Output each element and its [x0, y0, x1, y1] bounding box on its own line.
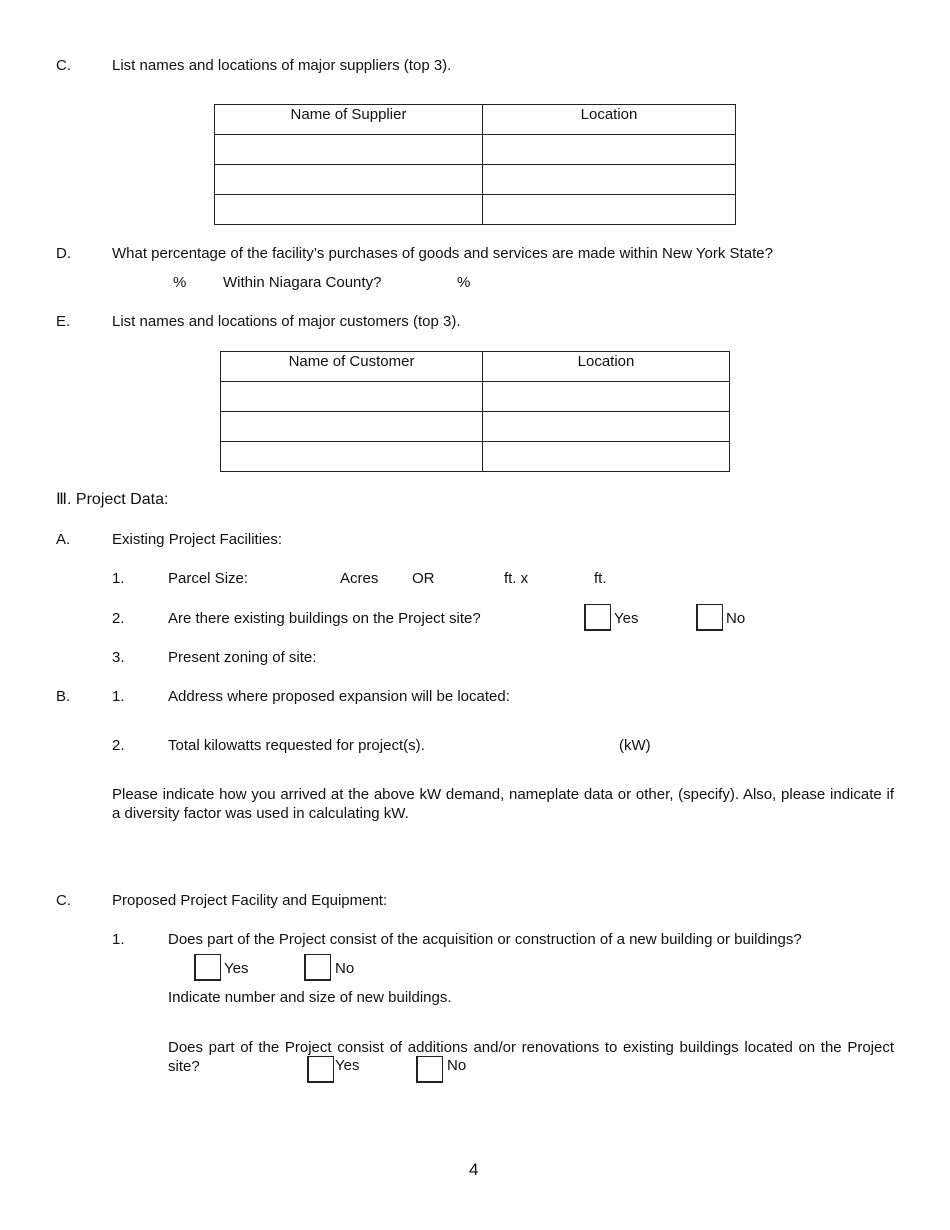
- table-cell[interactable]: [215, 135, 483, 165]
- table-cell[interactable]: [221, 382, 483, 412]
- or-label: OR: [412, 570, 435, 587]
- column-header: Name of Supplier: [215, 105, 483, 135]
- table-cell[interactable]: [483, 382, 730, 412]
- question-label: Does part of the Project consist of the acquisition or construction of a new building or buildings?: [168, 931, 802, 948]
- section-letter: C.: [56, 892, 71, 909]
- acres-label: Acres: [340, 570, 379, 587]
- no-label: No: [447, 1057, 467, 1074]
- kw-unit: (kW): [619, 737, 651, 754]
- kilowatts-label: Total kilowatts requested for project(s).: [168, 737, 425, 754]
- table-cell[interactable]: [483, 135, 736, 165]
- item-number: 1.: [112, 570, 125, 587]
- customers-table: [220, 351, 730, 472]
- section-title: Proposed Project Facility and Equipment:: [112, 892, 388, 909]
- no-checkbox[interactable]: [304, 954, 331, 981]
- table-cell[interactable]: [483, 442, 730, 472]
- table-cell[interactable]: [483, 165, 736, 195]
- parcel-size-label: Parcel Size:: [168, 570, 249, 587]
- section-letter: D.: [56, 245, 71, 262]
- percent-sign: %: [457, 274, 471, 291]
- niagara-label: Within Niagara County?: [223, 274, 382, 291]
- zoning-label: Present zoning of site:: [168, 649, 317, 666]
- table-cell[interactable]: [215, 195, 483, 225]
- column-header: Name of Customer: [221, 352, 483, 382]
- yes-label: Yes: [614, 610, 639, 627]
- column-header: Location: [483, 352, 730, 382]
- yes-checkbox[interactable]: [307, 1056, 334, 1083]
- table-cell[interactable]: [483, 195, 736, 225]
- item-number: 3.: [112, 649, 125, 666]
- section-letter: B.: [56, 688, 71, 705]
- yes-checkbox[interactable]: [194, 954, 221, 981]
- feet-by-label: ft. x: [504, 570, 529, 587]
- section-question: List names and locations of major suppliers (top 3).: [112, 57, 452, 74]
- item-number: 2.: [112, 610, 125, 627]
- section-heading: Ⅲ. Project Data:: [56, 491, 169, 508]
- page-number: 4: [469, 1160, 479, 1179]
- no-label: No: [335, 960, 355, 977]
- address-label: Address where proposed expansion will be located:: [168, 688, 510, 705]
- no-checkbox[interactable]: [416, 1056, 443, 1083]
- yes-label: Yes: [335, 1057, 360, 1074]
- section-title: Existing Project Facilities:: [112, 531, 283, 548]
- section-letter: C.: [56, 57, 71, 74]
- item-number: 1.: [112, 931, 125, 948]
- section-letter: E.: [56, 313, 71, 330]
- section-question: List names and locations of major customers (top 3).: [112, 313, 461, 330]
- table-cell[interactable]: [221, 442, 483, 472]
- section-letter: A.: [56, 531, 71, 548]
- table-cell[interactable]: [215, 165, 483, 195]
- yes-label: Yes: [224, 960, 249, 977]
- percent-sign: %: [173, 274, 187, 291]
- no-checkbox[interactable]: [696, 604, 723, 631]
- table-cell[interactable]: [483, 412, 730, 442]
- feet-label: ft.: [594, 570, 607, 587]
- question-label: Does part of the Project consist of additions and/or renovations to existing buildings located on the Project site?: [168, 1039, 894, 1075]
- column-header: Location: [483, 105, 736, 135]
- section-question: What percentage of the facility’s purchases of goods and services are made within New York State?: [112, 245, 773, 262]
- item-number: 2.: [112, 737, 125, 754]
- yes-checkbox[interactable]: [584, 604, 611, 631]
- indicate-label: Indicate number and size of new buildings.: [168, 989, 452, 1006]
- question-label: Are there existing buildings on the Project site?: [168, 610, 481, 627]
- kw-note: Please indicate how you arrived at the above kW demand, nameplate data or other, (specify). Also, please indicate if a diversity factor was used in calculating kW.: [112, 786, 894, 822]
- suppliers-table: [214, 104, 736, 225]
- table-cell[interactable]: [221, 412, 483, 442]
- no-label: No: [726, 610, 746, 627]
- item-number: 1.: [112, 688, 125, 705]
